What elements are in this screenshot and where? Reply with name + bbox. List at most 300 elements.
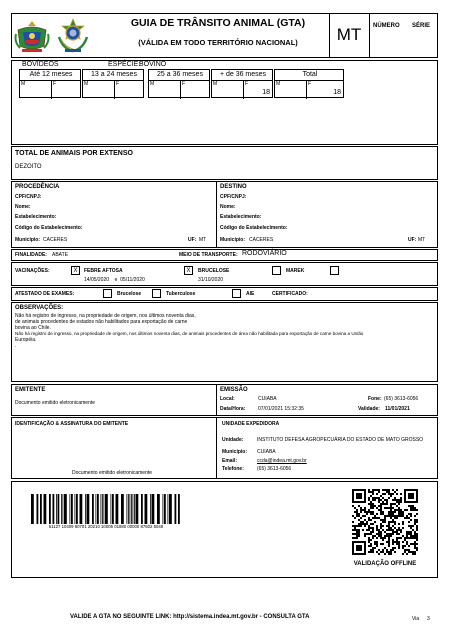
barcode-bar: [116, 494, 119, 524]
brucelose-exam-checkbox[interactable]: [103, 289, 112, 298]
qr-module: [402, 547, 404, 549]
age-column-1: [82, 69, 144, 98]
qr-module: [392, 529, 394, 531]
qr-module: [364, 553, 366, 555]
numero-label: NÚMERO: [373, 23, 400, 29]
qr-module: [380, 523, 382, 525]
qr-module: [370, 511, 372, 513]
qr-module: [368, 529, 370, 531]
qr-module: [386, 503, 388, 505]
male-label: M: [276, 81, 281, 87]
qr-module: [416, 549, 418, 551]
qr-module: [352, 521, 354, 523]
qr-module: [388, 521, 390, 523]
via-value: 3: [427, 616, 430, 622]
qr-module: [394, 527, 396, 529]
qr-module: [368, 503, 370, 505]
qr-module: [358, 535, 360, 537]
qr-module: [394, 503, 396, 505]
qr-module: [380, 519, 382, 521]
qr-module: [388, 529, 390, 531]
qr-module: [380, 535, 382, 537]
tuberculose-exam-label: Tuberculose: [166, 291, 196, 297]
qr-module: [390, 549, 392, 551]
barcode-bar: [75, 494, 76, 524]
qr-module: [358, 549, 360, 551]
qr-module: [410, 543, 412, 545]
qr-module: [384, 537, 386, 539]
qr-module: [352, 493, 354, 495]
qr-module: [396, 543, 398, 545]
qr-module: [410, 515, 412, 517]
qr-module: [368, 537, 370, 539]
emissao-data-label: Data/Hora:: [220, 406, 246, 412]
qr-module: [354, 533, 356, 535]
qr-module: [408, 517, 410, 519]
qr-module: [360, 507, 362, 509]
barcode-bar: [85, 494, 86, 524]
aie-exam-checkbox[interactable]: [232, 289, 241, 298]
qr-module: [404, 517, 406, 519]
qr-module: [382, 543, 384, 545]
qr-module: [360, 553, 362, 555]
qr-module: [392, 533, 394, 535]
qr-module: [356, 511, 358, 513]
febre-aftosa-checkbox[interactable]: X: [71, 266, 80, 275]
qr-module: [398, 513, 400, 515]
qr-module: [378, 517, 380, 519]
qr-module: [356, 537, 358, 539]
qr-module: [372, 491, 374, 493]
female-label: F: [245, 81, 249, 87]
qr-module: [388, 515, 390, 517]
qr-module: [388, 507, 390, 509]
qr-module: [368, 533, 370, 535]
qr-module: [376, 497, 378, 499]
qr-module: [416, 543, 418, 545]
qr-module: [416, 497, 418, 499]
qr-module: [372, 547, 374, 549]
qr-module: [398, 545, 400, 547]
serie-label: SÉRIE: [412, 23, 431, 29]
qr-module: [396, 509, 398, 511]
qr-module: [412, 537, 414, 539]
qr-module: [352, 495, 354, 497]
emissao-validade-label: Validade:: [358, 406, 380, 412]
qr-module: [382, 503, 384, 505]
barcode-bar: [157, 494, 160, 524]
qr-module: [410, 527, 412, 529]
qr-module: [356, 529, 358, 531]
qr-module: [358, 495, 360, 497]
qr-module: [404, 497, 406, 499]
qr-module: [408, 513, 410, 515]
qr-module: [402, 513, 404, 515]
qr-module: [352, 533, 354, 535]
qr-module: [414, 535, 416, 537]
qr-module: [408, 545, 410, 547]
emissao-fone-label: Fone:: [368, 396, 382, 402]
qr-module: [404, 493, 406, 495]
qr-module: [352, 537, 354, 539]
qr-module: [360, 547, 362, 549]
qr-module: [382, 501, 384, 503]
qr-module: [376, 545, 378, 547]
qr-module: [358, 489, 360, 491]
qr-module: [384, 531, 386, 533]
qr-module: [352, 489, 354, 491]
qr-module: [378, 505, 380, 507]
barcode-bar: [40, 494, 42, 524]
qr-module: [386, 501, 388, 503]
qr-module: [362, 521, 364, 523]
qr-module: [352, 553, 354, 555]
qr-module: [376, 533, 378, 535]
qr-module: [414, 553, 416, 555]
species-value: BOVINO: [139, 61, 167, 68]
qr-module: [408, 493, 410, 495]
qr-module: [400, 509, 402, 511]
destino-label: DESTINO: [220, 184, 247, 190]
qr-module: [366, 523, 368, 525]
tuberculose-exam-checkbox[interactable]: [152, 289, 161, 298]
qr-module: [356, 547, 358, 549]
qr-module: [358, 553, 360, 555]
validation-link[interactable]: VALIDE A GTA NO SEGUINTE LINK: http://sistema.indea.mt.gov.br - CONSULTA GTA: [70, 614, 310, 620]
qr-module: [372, 489, 374, 491]
qr-module: [386, 525, 388, 527]
divider: [51, 80, 52, 99]
qr-module: [398, 537, 400, 539]
qr-module: [388, 543, 390, 545]
observacoes-line: Não há registro de ingresso, na propriedade de origem, nos últimos noventa dias,: [15, 313, 196, 319]
qr-module: [390, 521, 392, 523]
qr-module: [416, 519, 418, 521]
qr-module: [368, 489, 370, 491]
qr-module: [388, 541, 390, 543]
qr-module: [410, 513, 412, 515]
qr-module: [384, 521, 386, 523]
qr-module: [388, 553, 390, 555]
qr-module: [358, 505, 360, 507]
qr-module: [378, 531, 380, 533]
qr-module: [398, 543, 400, 545]
qr-module: [408, 533, 410, 535]
qr-module: [386, 491, 388, 493]
qr-module: [380, 543, 382, 545]
qr-module: [374, 489, 376, 491]
qr-module: [404, 499, 406, 501]
qr-module: [370, 539, 372, 541]
qr-module: [372, 551, 374, 553]
qr-module: [378, 499, 380, 501]
qr-module: [368, 499, 370, 501]
qr-module: [352, 515, 354, 517]
age-column-label: Até 12 meses: [29, 71, 73, 78]
barcode-bar: [63, 494, 64, 524]
qr-module: [412, 553, 414, 555]
qr-module: [390, 527, 392, 529]
qr-module: [384, 535, 386, 537]
qr-module: [392, 521, 394, 523]
qr-module: [404, 509, 406, 511]
observacoes-line: de animais procedentes de estados não habilitados para exportação de carne: [15, 319, 188, 325]
qr-module: [388, 513, 390, 515]
qr-module: [398, 503, 400, 505]
qr-module: [360, 511, 362, 513]
expedidora-telefone-label: Telefone:: [222, 466, 244, 472]
qr-module: [378, 549, 380, 551]
qr-module: [414, 501, 416, 503]
qr-module: [362, 489, 364, 491]
qr-module: [394, 515, 396, 517]
qr-module: [380, 527, 382, 529]
qr-module: [382, 511, 384, 513]
qr-module: [372, 513, 374, 515]
qr-module: [394, 541, 396, 543]
procedencia-municipio-value: CACERES: [43, 237, 68, 243]
qr-module: [364, 501, 366, 503]
finalidade-value: ABATE: [52, 252, 69, 258]
qr-module: [358, 493, 360, 495]
qr-module: [380, 499, 382, 501]
qr-module: [412, 509, 414, 511]
qr-module: [406, 553, 408, 555]
qr-module: [390, 513, 392, 515]
age-column-2: [148, 69, 210, 98]
expedidora-municipio-value: CUIABA: [257, 449, 276, 455]
qr-module: [360, 501, 362, 503]
qr-module: [390, 507, 392, 509]
qr-module: [382, 493, 384, 495]
qr-module: [368, 509, 370, 511]
qr-module: [364, 509, 366, 511]
qr-module: [410, 489, 412, 491]
barcode-bar: [111, 494, 112, 524]
qr-module: [374, 505, 376, 507]
qr-module: [382, 551, 384, 553]
barcode-bar: [145, 494, 148, 524]
barcode-bar: [112, 494, 114, 524]
barcode-bar: [92, 494, 94, 524]
qr-module: [416, 547, 418, 549]
qr-module: [400, 513, 402, 515]
qr-module: [364, 519, 366, 521]
barcode-bar: [76, 494, 78, 524]
qr-module: [372, 517, 374, 519]
qr-module: [396, 539, 398, 541]
qr-module: [390, 509, 392, 511]
brucelose-checkbox[interactable]: X: [184, 266, 193, 275]
qr-module: [364, 499, 366, 501]
qr-module: [414, 543, 416, 545]
qr-module: [372, 493, 374, 495]
qr-module: [366, 513, 368, 515]
barcode-bar: [104, 494, 105, 524]
barcode-bar: [58, 494, 60, 524]
qr-module: [408, 525, 410, 527]
extra-vaccine-checkbox[interactable]: [330, 266, 339, 275]
qr-module: [358, 519, 360, 521]
qr-module: [354, 537, 356, 539]
qr-module: [410, 535, 412, 537]
total-extenso-value: DEZOITO: [15, 164, 42, 170]
procedencia-nome-label: Nome:: [15, 204, 31, 210]
qr-module: [392, 543, 394, 545]
female-label: F: [53, 81, 57, 87]
qr-module: [402, 553, 404, 555]
marek-checkbox[interactable]: [272, 266, 281, 275]
qr-module: [416, 489, 418, 491]
qr-module: [362, 509, 364, 511]
qr-module: [404, 537, 406, 539]
qr-module: [364, 495, 366, 497]
qr-module: [400, 499, 402, 501]
qr-module: [382, 521, 384, 523]
qr-module: [402, 541, 404, 543]
qr-module: [392, 539, 394, 541]
expedidora-email-label: Email:: [222, 458, 238, 464]
qr-module: [412, 551, 414, 553]
qr-module: [398, 511, 400, 513]
qr-module: [392, 519, 394, 521]
qr-module: [372, 507, 374, 509]
assinatura-label: IDENTIFICAÇÃO & ASSINATURA DO EMITENTE: [15, 421, 129, 427]
barcode-bar: [141, 494, 143, 524]
qr-module: [394, 551, 396, 553]
barcode-bar: [37, 494, 39, 524]
expedidora-email-link[interactable]: ccda@indea.mt.gov.br: [257, 458, 307, 464]
qr-module: [364, 545, 366, 547]
observacoes-label: OBSERVAÇÕES:: [15, 305, 64, 311]
qr-module: [400, 497, 402, 499]
qr-module: [364, 489, 366, 491]
qr-module: [392, 503, 394, 505]
emissao-local-value: CUIABA: [258, 396, 277, 402]
procedencia-label: PROCEDÊNCIA: [15, 184, 60, 190]
qr-module: [396, 499, 398, 501]
qr-module: [410, 531, 412, 533]
qr-module: [408, 495, 410, 497]
qr-module: [356, 489, 358, 491]
qr-module: [354, 501, 356, 503]
barcode-bar: [105, 494, 108, 524]
barcode-bar: [97, 494, 99, 524]
qr-module: [352, 491, 354, 493]
qr-module: [406, 533, 408, 535]
destino-uf-value: MT: [418, 237, 426, 243]
qr-module: [372, 523, 374, 525]
divider: [180, 80, 181, 99]
qr-module: [388, 493, 390, 495]
emitente-label: EMITENTE: [15, 387, 46, 393]
qr-module: [356, 533, 358, 535]
qr-module: [354, 517, 356, 519]
qr-module: [410, 551, 412, 553]
qr-module: [380, 507, 382, 509]
qr-module: [370, 543, 372, 545]
qr-module: [376, 541, 378, 543]
qr-module: [396, 531, 398, 533]
qr-module: [356, 513, 358, 515]
barcode-bar: [70, 494, 71, 524]
qr-module: [352, 499, 354, 501]
barcode-digits: 51127 10409 80701 20210 10005 01880 00000 87502 5049: [48, 524, 164, 529]
qr-module: [410, 507, 412, 509]
qr-module: [368, 539, 370, 541]
qr-module: [384, 517, 386, 519]
destino-uf-label: UF:: [408, 237, 417, 243]
qr-module: [412, 505, 414, 507]
document-subtitle: (VÁLIDA EM TODO TERRITÓRIO NACIONAL): [138, 38, 298, 47]
qr-module: [416, 535, 418, 537]
qr-module: [386, 541, 388, 543]
barcode-bar: [175, 494, 177, 524]
qr-module: [352, 547, 354, 549]
qr-module: [376, 525, 378, 527]
qr-module: [382, 489, 384, 491]
marek-label: MAREK: [286, 268, 305, 274]
qr-module: [374, 543, 376, 545]
brazil-coat-of-arms-icon: [55, 17, 91, 54]
qr-module: [374, 541, 376, 543]
qr-module: [414, 537, 416, 539]
qr-module: [416, 501, 418, 503]
qr-module: [376, 551, 378, 553]
qr-module: [402, 511, 404, 513]
qr-module: [370, 505, 372, 507]
qr-module: [388, 537, 390, 539]
qr-module: [388, 525, 390, 527]
qr-module: [400, 511, 402, 513]
finalidade-label: FINALIDADE:: [15, 252, 47, 258]
qr-module: [414, 551, 416, 553]
qr-module: [390, 535, 392, 537]
qr-module: [406, 501, 408, 503]
qr-module: [358, 531, 360, 533]
qr-module: [412, 493, 414, 495]
qr-module: [392, 525, 394, 527]
qr-module: [402, 545, 404, 547]
qr-module: [382, 549, 384, 551]
qr-module: [410, 509, 412, 511]
qr-module: [388, 523, 390, 525]
qr-module: [416, 493, 418, 495]
divider: [216, 181, 217, 248]
qr-module: [358, 525, 360, 527]
procedencia-estab-label: Estabelecimento:: [15, 214, 57, 220]
qr-module: [392, 507, 394, 509]
qr-module: [374, 547, 376, 549]
male-label: M: [84, 81, 89, 87]
barcode-bar: [127, 494, 128, 524]
qr-module: [360, 525, 362, 527]
qr-module: [376, 537, 378, 539]
qr-module: [408, 551, 410, 553]
qr-module: [412, 507, 414, 509]
barcode-bar: [163, 494, 164, 524]
barcode-bar: [178, 494, 180, 524]
barcode-bar: [133, 494, 134, 524]
qr-module: [406, 543, 408, 545]
observacoes-line: Não há registro de ingresso, na propriedade de origem, nos últimos noventa dias, de animais procedentes de área não habilitada para exportação de carne bovina a União: [15, 331, 364, 336]
qr-module: [392, 489, 394, 491]
qr-module: [398, 541, 400, 543]
qr-module: [374, 517, 376, 519]
expedidora-municipio-label: Município:: [222, 449, 247, 455]
qr-module: [356, 525, 358, 527]
qr-module: [412, 497, 414, 499]
